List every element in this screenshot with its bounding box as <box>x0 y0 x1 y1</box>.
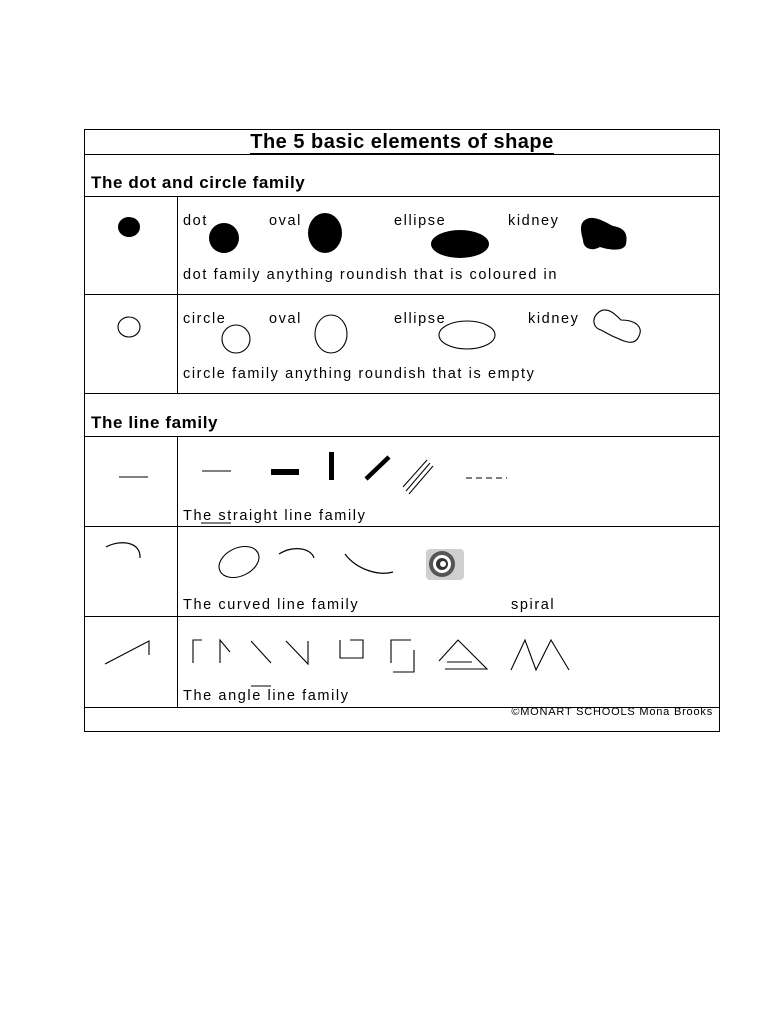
sample-angle-line <box>105 641 149 664</box>
shape-drawings <box>85 130 721 733</box>
label-oval-filled: oval <box>269 213 302 229</box>
filled-kidney-shape <box>581 218 627 250</box>
label-spiral: spiral <box>511 597 556 613</box>
section-heading-line: The line family <box>91 413 219 432</box>
hatch-line-2 <box>406 463 430 491</box>
angle-rect-right <box>393 650 414 672</box>
angle-square-shape <box>340 640 363 658</box>
hatch-line-1 <box>403 460 427 487</box>
copyright-footer: ©MONART SCHOOLS Mona Brooks <box>511 706 713 718</box>
label-ellipse-filled: ellipse <box>394 213 447 229</box>
caption-straight-line-family: The straight line family <box>183 508 367 524</box>
shape-elements-worksheet <box>84 129 720 732</box>
angle-zigzag-shape <box>511 640 569 670</box>
circle-shape <box>222 325 250 353</box>
angle-rect-left <box>391 640 411 663</box>
vertical-line-shape <box>329 452 334 480</box>
angle-diagonal-shape <box>251 641 271 663</box>
spiral-icon <box>426 549 464 580</box>
section-heading-dot-circle: The dot and circle family <box>91 173 306 192</box>
angle-corner-shape <box>193 640 202 663</box>
thick-line-shape <box>271 469 299 475</box>
label-kidney-empty: kidney <box>528 311 580 327</box>
caption-angle-line-family: The angle line family <box>183 688 350 704</box>
label-kidney-filled: kidney <box>508 213 560 229</box>
curved-loop-shape <box>214 540 264 583</box>
hatch-line-3 <box>409 466 433 494</box>
empty-kidney-shape <box>594 310 640 342</box>
curved-arc-shape <box>279 549 314 558</box>
angle-check-shape <box>286 641 308 664</box>
sample-circle <box>118 317 140 337</box>
angle-peak-shape <box>220 640 230 663</box>
dot-shape <box>209 223 239 253</box>
label-oval-empty: oval <box>269 311 302 327</box>
page-title-text: The 5 basic elements of shape <box>250 131 554 153</box>
caption-curved-line-family: The curved line family <box>183 597 360 613</box>
caption-dot-family: dot family anything roundish that is coloured in <box>183 267 559 283</box>
curved-swoop-shape <box>345 554 393 573</box>
diagonal-line-shape <box>366 457 389 479</box>
filled-ellipse-shape <box>431 230 489 258</box>
sample-curved-line <box>106 543 140 558</box>
filled-oval-shape <box>308 213 342 253</box>
label-circle: circle <box>183 311 227 327</box>
label-dot: dot <box>183 213 208 229</box>
caption-circle-family: circle family anything roundish that is empty <box>183 366 536 382</box>
sample-dot <box>118 217 140 237</box>
angle-triangle-shape <box>439 640 487 669</box>
label-ellipse-empty: ellipse <box>394 311 447 327</box>
empty-ellipse-shape <box>439 321 495 349</box>
empty-oval-shape <box>315 315 347 353</box>
